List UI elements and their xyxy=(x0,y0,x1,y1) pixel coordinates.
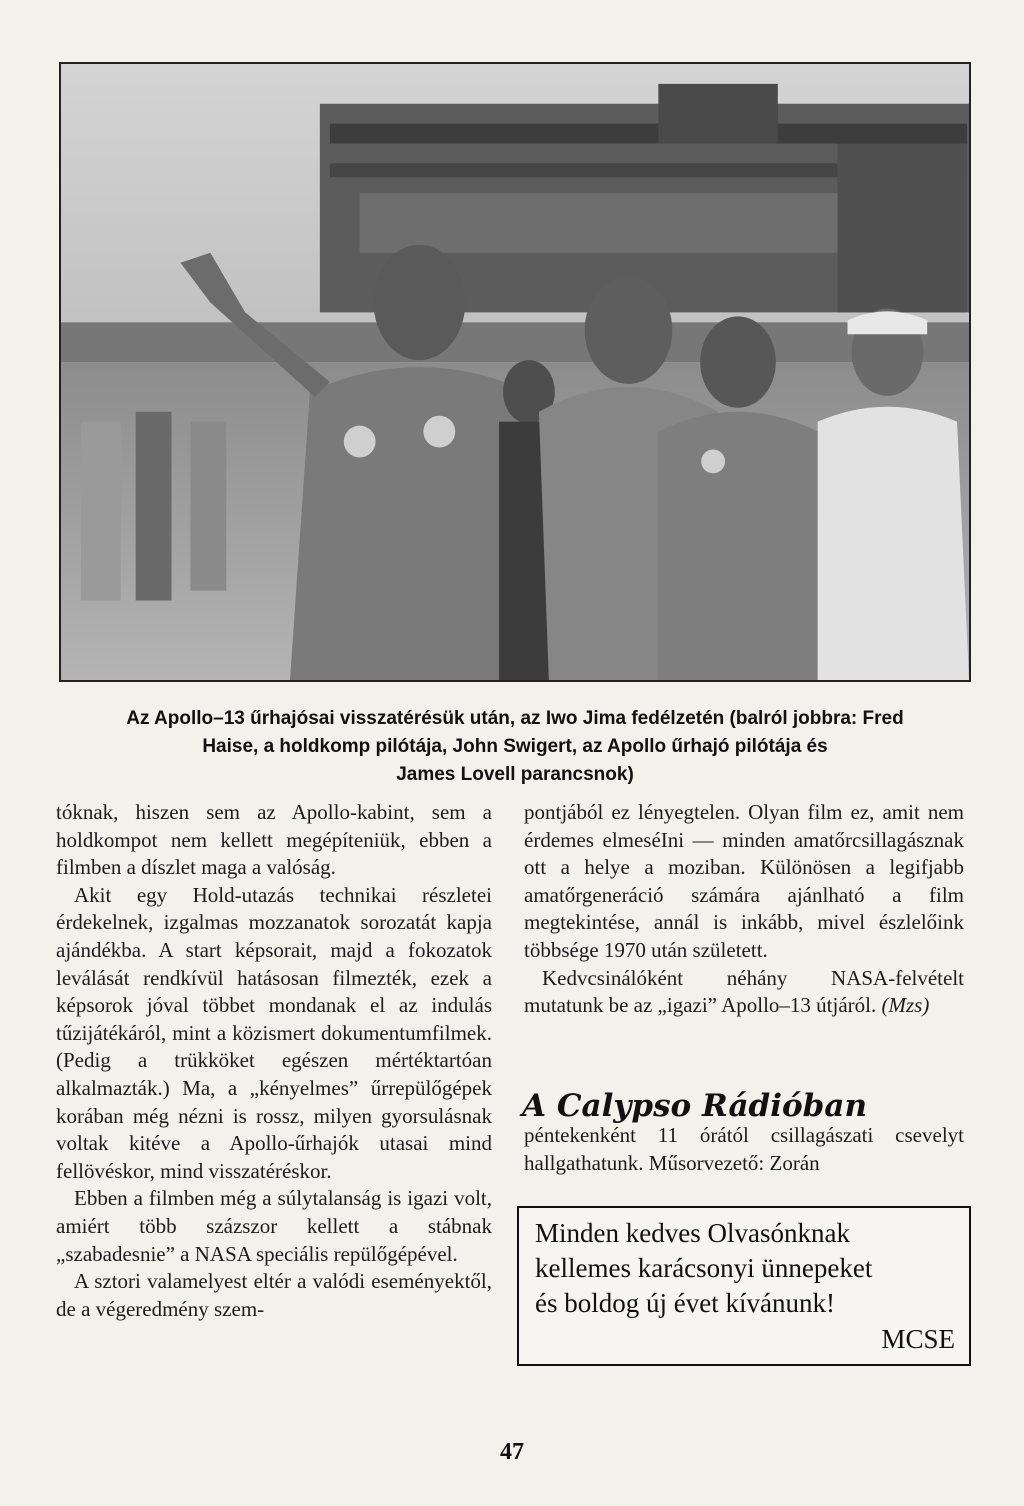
right-column xyxy=(524,799,964,1020)
greeting-signature: MCSE xyxy=(881,1324,955,1354)
right-paragraph-2 xyxy=(524,965,964,1020)
right-paragraph-2-text: Kedvcsinálóként néhány NASA-felvételt mutatunk be az „igazi” Apollo–13 útjáról. xyxy=(524,965,964,1018)
greeting-line-2: kellemes karácsonyi ünnepeket xyxy=(535,1253,873,1283)
radio-section-text xyxy=(524,1122,964,1177)
greeting-line-3: és boldog új évet kívánunk! xyxy=(535,1288,835,1318)
left-paragraph-3: Ebben a filmben még a súlytalanság is igazi volt, amiért több százszor kellett a stábnak „szabadesnie” a NASA speciális repülőgépével. xyxy=(56,1186,492,1266)
radio-section-title: A Calypso Rádióban xyxy=(522,1088,867,1124)
caption-line-2: Haise, a holdkomp pilótája, John Swigert, az Apollo űrhajó pilótája és xyxy=(202,736,828,757)
photo-caption xyxy=(70,705,960,789)
right-paragraph-1: pontjából ez lényegtelen. Olyan film ez, amit nem érdemes elmeséIni — minden amatőrcsillagásznak ott a helye a moziban. Különösen a legifjabb amatőrgeneráció számára ajánlható a film megtekintése, annál is inkább, mivel észlelőink többsége 1970 után született. xyxy=(524,800,964,962)
radio-paragraph: péntekenként 11 órától csillagászati csevelyt hallgathatunk. Műsorvezető: Zorán xyxy=(524,1123,964,1175)
left-paragraph-4: A sztori valamelyest eltér a valódi eseményektől, de a végeredmény szem- xyxy=(56,1269,492,1321)
caption-line-1: Az Apollo–13 űrhajósai visszatérésük után, az Iwo Jima fedélzetén (balról jobbra: Fred xyxy=(126,708,904,729)
caption-line-3: James Lovell parancsnok) xyxy=(396,764,634,785)
holiday-greeting-box xyxy=(517,1206,971,1366)
author-signature: (Mzs) xyxy=(881,993,930,1018)
left-paragraph-2: Akit egy Hold-utazás technikai részletei érdekelnek, izgalmas mozzanatok sorozatát kapja ajándékba. A start képsorait, majd a fokozatok leválását rendkívül hatásosan filmezték, ezek a képsorok jóval többet mondanak el az indulás tűzijátékáról, mint a közismert dokumentumfilmek. (Pedig a trükköket egészen mértéktartóan alkalmazták.) Ma, a „kényelmes” űrrepülőgépek korában még nézni is rossz, milyen gyorsulásnak voltak kitéve a Apollo-űrhajók utasai mind fellövéskor, mind visszatéréskor. xyxy=(56,882,492,1183)
page-number: 47 xyxy=(500,1439,524,1465)
left-column xyxy=(56,799,492,1323)
left-paragraph-1: tóknak, hiszen sem az Apollo-kabint, sem a holdkompot nem kellett megépíteniük, ebben a filmben a díszlet maga a valóság. xyxy=(56,800,492,880)
photo-illustration xyxy=(61,64,969,680)
greeting-line-1: Minden kedves Olvasónknak xyxy=(535,1218,850,1248)
apollo-13-crew-photo xyxy=(59,62,971,682)
